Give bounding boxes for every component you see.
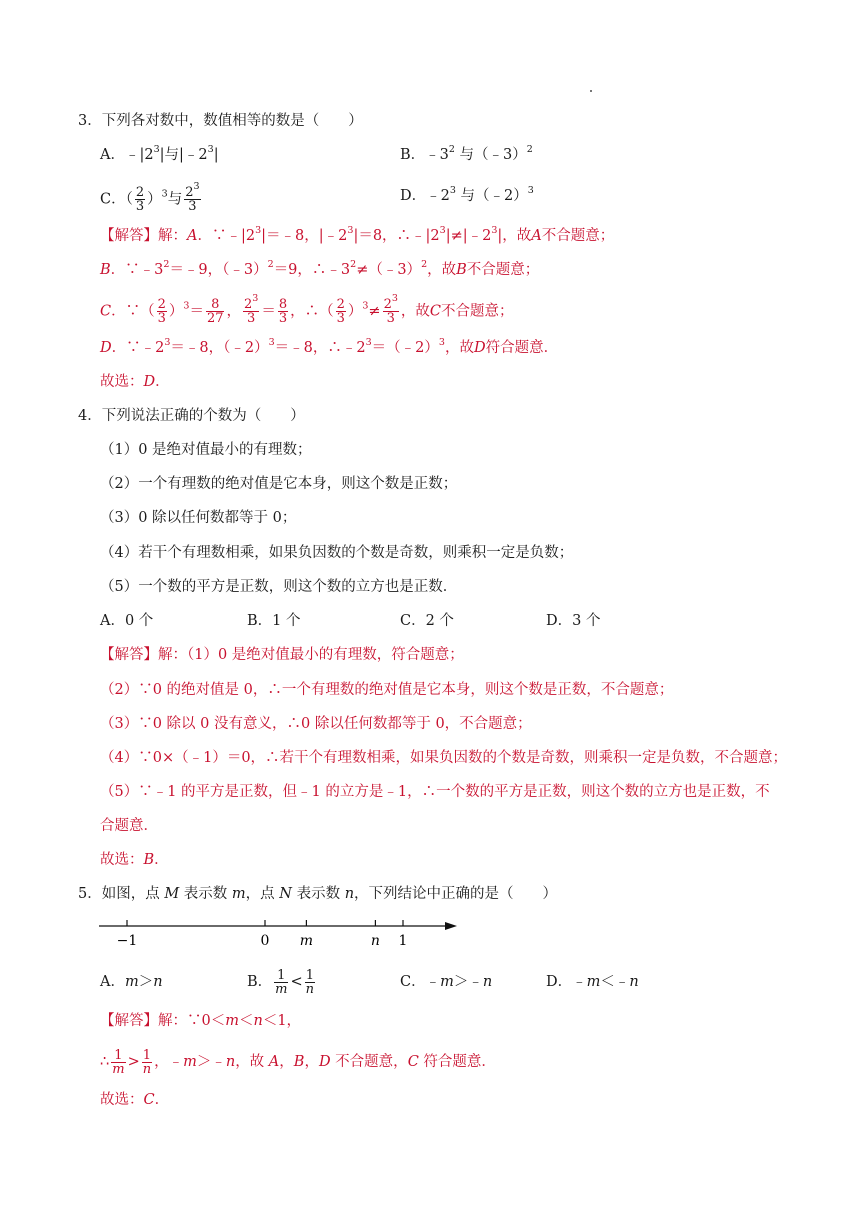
q3-answer-line-b: B．$\because﹣3^2=﹣9$，（﹣3）$^2$＝9，$\therefore﹣3^2\ne(﹣3)^2$，故B不合题意； (100, 259, 540, 278)
q4-statement-5: （5）一个数的平方是正数，则这个数的立方也是正数． (100, 579, 458, 595)
number-line-arrow (445, 922, 457, 930)
q5-option-a: A．m＞n (100, 974, 163, 990)
q3-option-a: A．$﹣|2^3|$与$|﹣2^3|$ (100, 144, 219, 163)
q5-option-b: B． $\frac{1}{m}$ < $\frac{1}{n}$ (247, 967, 315, 997)
q5-option-c: C．﹣m＞﹣n (400, 974, 493, 990)
q3-answer-line-c: C．∵（ $\frac{2}{3}$ ）$^3$＝ $\frac{8}{27}$ ， $\frac{2^3}{3}$ ＝ $\frac{8}{3}$ ，∴（ $\frac{2}{3}$ ）$^3$≠ $\frac{2^3}{3}$ ，故C不合题意； (100, 293, 514, 326)
q4-answer-line-6: 合题意． (100, 818, 158, 834)
q4-choice: 故选：B． (100, 852, 169, 868)
number-line-tick-label: 0 (260, 933, 270, 949)
q4-answer-line-1: 【解答】解：（1）0 是绝对值最小的有理数，符合题意； (100, 647, 464, 663)
q4-option-d: D．3 个 (546, 613, 601, 629)
q3-option-b: B．$﹣3^2$ 与（﹣3）$^2$ (400, 144, 533, 163)
q3-option-d: D．$﹣2^3$ 与（﹣2）$^3$ (400, 185, 534, 204)
q4-option-c: C．2 个 (400, 613, 454, 629)
q3-answer-line-d: D．$\because﹣2^3=﹣8$，（﹣2）$^3$＝﹣8，$\therefore﹣2^3=(﹣2)^3$，故D符合题意． (100, 337, 559, 356)
q3-option-c: C．（ $\frac{2}{3}$ ）$^3$与 $\frac{2^3}{3}$ (100, 181, 200, 214)
page-marker-dot (590, 90, 592, 92)
q5-choice: 故选：C． (100, 1092, 170, 1108)
q3-choice: 故选：D． (100, 374, 170, 390)
q4-answer-line-2: （2）∵0 的绝对值是 0，∴一个有理数的绝对值是它本身，则这个数是正数，不合题意； (100, 682, 674, 698)
q4-option-b: B．1 个 (247, 613, 301, 629)
q3-stem: 3．下列各对数中，数值相等的数是（ ） (78, 113, 363, 129)
q5-option-d: D．﹣m＜﹣n (546, 974, 639, 990)
number-line-figure (95, 912, 465, 952)
q5-stem: 5．如图，点 M 表示数 m，点 N 表示数 n，下列结论中正确的是（ ） (78, 886, 558, 902)
q4-statement-2: （2）一个有理数的绝对值是它本身，则这个数是正数； (100, 476, 458, 492)
number-line-tick-label: −1 (116, 933, 138, 949)
q5-answer-line-2: ∴ $\frac{1}{m}$ > $\frac{1}{n}$ ，﹣m＞﹣n，故 A，B，D 不合题意，C 符合题意． (100, 1047, 496, 1077)
q5-answer-line-1: 【解答】解：∵0＜m＜n＜1， (100, 1013, 302, 1029)
q4-option-a: A．0 个 (100, 613, 154, 629)
q4-stem: 4．下列说法正确的个数为（ ） (78, 408, 305, 424)
q4-statement-4: （4）若干个有理数相乘，如果负因数的个数是奇数，则乘积一定是负数； (100, 545, 574, 561)
number-line-tick-label: m (299, 933, 314, 949)
number-line-tick-label: 1 (398, 933, 408, 949)
q4-answer-line-4: （4）∵0×（﹣1）＝0，∴若干个有理数相乘，如果负因数的个数是奇数，则乘积一定是负数，不合题意； (100, 750, 788, 766)
q4-answer-line-3: （3）∵0 除以 0 没有意义，∴0 除以任何数都等于 0，不合题意； (100, 716, 532, 732)
q4-statement-1: （1）0 是绝对值最小的有理数； (100, 442, 312, 458)
q4-answer-line-5: （5）∵﹣1 的平方是正数，但﹣1 的立方是﹣1，∴一个数的平方是正数，则这个数的立方也是正数，不 (100, 784, 770, 800)
q3-answer-line-a: 【解答】解：A．$\because﹣|2^3|=﹣8$，$|﹣2^3|=8$，$\therefore﹣|2^3|\ne|﹣2^3|$，故A不合题意； (100, 225, 615, 244)
number-line-tick-label: n (370, 933, 380, 949)
q4-statement-3: （3）0 除以任何数都等于 0； (100, 510, 297, 526)
